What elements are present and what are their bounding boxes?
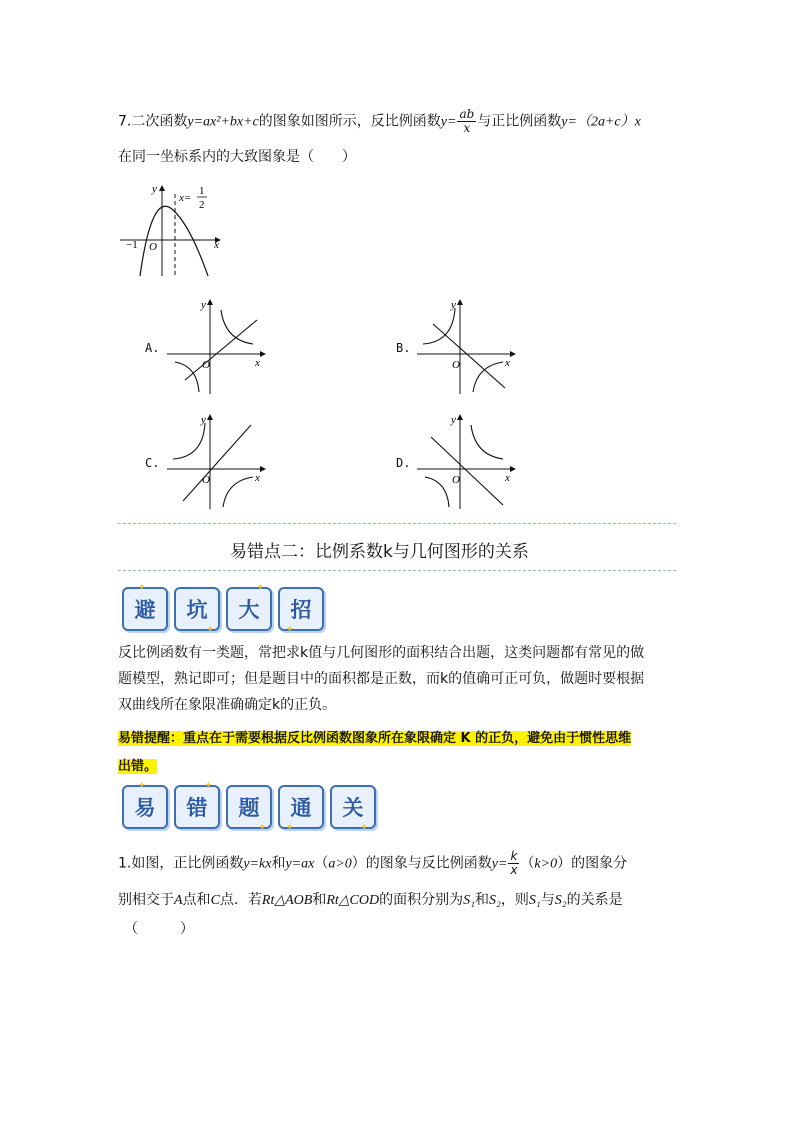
- hyperbola-branch-q1: [471, 425, 503, 459]
- option-a-label: A.: [145, 341, 160, 355]
- svg-text:x: x: [255, 472, 260, 484]
- option-a-graph: [165, 296, 270, 396]
- sparkle-icon: ✦: [138, 583, 146, 593]
- badge-char: 招 ✦: [278, 587, 324, 631]
- q1-answer-blank: （ ）: [124, 921, 194, 937]
- origin-label: O: [149, 241, 157, 253]
- sparkle-icon: ✦: [360, 823, 368, 833]
- sparkle-icon: ✦: [258, 823, 266, 833]
- sparkle-icon: ✦: [286, 823, 294, 833]
- hyperbola-branch-q4: [223, 477, 253, 507]
- q7-line2: 在同一坐标系内的大致图象是（ ）: [118, 149, 356, 165]
- option-d-label: D.: [396, 456, 411, 470]
- hyperbola-branch-q2: [173, 423, 205, 459]
- line-through-origin: [183, 425, 251, 501]
- q1-line2: 别相交于A点和C点．若Rt△AOB和Rt△COD的面积分别为S₁和S₂，则S₁与S₂的关系是: [118, 892, 623, 908]
- axis-eq-num: 1: [199, 185, 205, 197]
- y-label: y: [152, 183, 157, 195]
- axis-eq-den: 2: [199, 199, 205, 211]
- func-kx: y=kx: [243, 856, 272, 872]
- section-divider-top: [118, 523, 676, 524]
- badge-char: 通 ✦: [278, 785, 324, 829]
- hyperbola-branch-q3: [425, 477, 449, 507]
- practice-banner: [122, 781, 376, 833]
- x-label: x: [214, 239, 219, 251]
- tick-neg1: −1: [126, 239, 138, 251]
- svg-text:y: y: [201, 414, 206, 426]
- svg-text:O: O: [202, 359, 210, 371]
- hyperbola-branch-q3: [175, 362, 199, 392]
- svg-text:O: O: [452, 474, 460, 486]
- badge-char: 错 ✦: [174, 785, 220, 829]
- cond-a: a>0: [328, 856, 352, 872]
- badge-char: 题 ✦: [226, 785, 272, 829]
- cond-k: k>0: [534, 856, 558, 872]
- option-d-graph: [415, 411, 520, 511]
- fraction-ab-over-x: $\frac{ab}{x}$: [459, 107, 475, 135]
- sparkle-icon: ✦: [286, 625, 294, 635]
- svg-text:x: x: [505, 357, 510, 369]
- intro-paragraph: 反比例函数有一类题，常把求k值与几何图形的面积结合出题，这类问题都有常见的做 题模型，熟记即可；但是题目中的面积都是正数，而k的值确可正可负，做题时要根据 双曲线所在象限准确确定k的正负。: [118, 645, 645, 713]
- svg-text:O: O: [202, 474, 210, 486]
- svg-text:x: x: [505, 472, 510, 484]
- section-divider-bottom: [118, 570, 676, 571]
- option-c-label: C.: [145, 456, 160, 470]
- option-b-label: B.: [396, 341, 411, 355]
- error-tip: 易错提醒：重点在于需要根据反比例函数图象所在象限确定 K 的正负，避免由于惯性思维 出错。: [118, 731, 632, 774]
- sparkle-icon: ✦: [206, 625, 214, 635]
- hyperbola-branch-q4: [473, 362, 503, 392]
- line-through-origin: [185, 320, 257, 380]
- badge-char: 坑 ✦: [174, 587, 220, 631]
- line-through-origin: [431, 437, 503, 505]
- sparkle-icon: ✦: [204, 781, 212, 791]
- badge-char: 关 ✦: [330, 785, 376, 829]
- q1-line1: 1.如图，正比例函数y=kx和y=ax（a>0）的图象与反比例函数y= $\frac{k}{x}$ （k>0）的图象分: [118, 849, 628, 877]
- svg-text:y: y: [451, 414, 456, 426]
- option-c-graph: [165, 411, 270, 511]
- fraction-k-over-x: $\frac{k}{x}$: [510, 849, 518, 877]
- sparkle-icon: ✦: [138, 781, 146, 791]
- badge-char: 避 ✦: [122, 587, 168, 631]
- line-through-origin: [433, 324, 505, 388]
- q7-number: 7.: [118, 113, 132, 130]
- option-b-graph: [415, 296, 520, 396]
- svg-text:y: y: [201, 299, 206, 311]
- quadratic-function: y=ax²+bx+c: [187, 114, 259, 130]
- sparkle-icon: ✦: [256, 583, 264, 593]
- section-title: 易错点二：比例系数k与几何图形的关系: [230, 542, 529, 562]
- linear-function: y=（2a+c）x: [561, 114, 641, 130]
- parabola-graph: [118, 180, 228, 280]
- func-ax: y=ax: [285, 856, 315, 872]
- q7-line1: 7.二次函数y=ax²+bx+c的图象如图所示，反比例函数y= $\frac{ab}{x}$ 与正比例函数y=（2a+c）x: [118, 107, 641, 135]
- tips-banner: [122, 583, 324, 635]
- svg-text:O: O: [452, 359, 460, 371]
- axis-eq-prefix: x=: [179, 192, 192, 204]
- svg-text:y: y: [451, 299, 456, 311]
- badge-char: 易 ✦: [122, 785, 168, 829]
- badge-char: 大 ✦: [226, 587, 272, 631]
- svg-text:x: x: [255, 357, 260, 369]
